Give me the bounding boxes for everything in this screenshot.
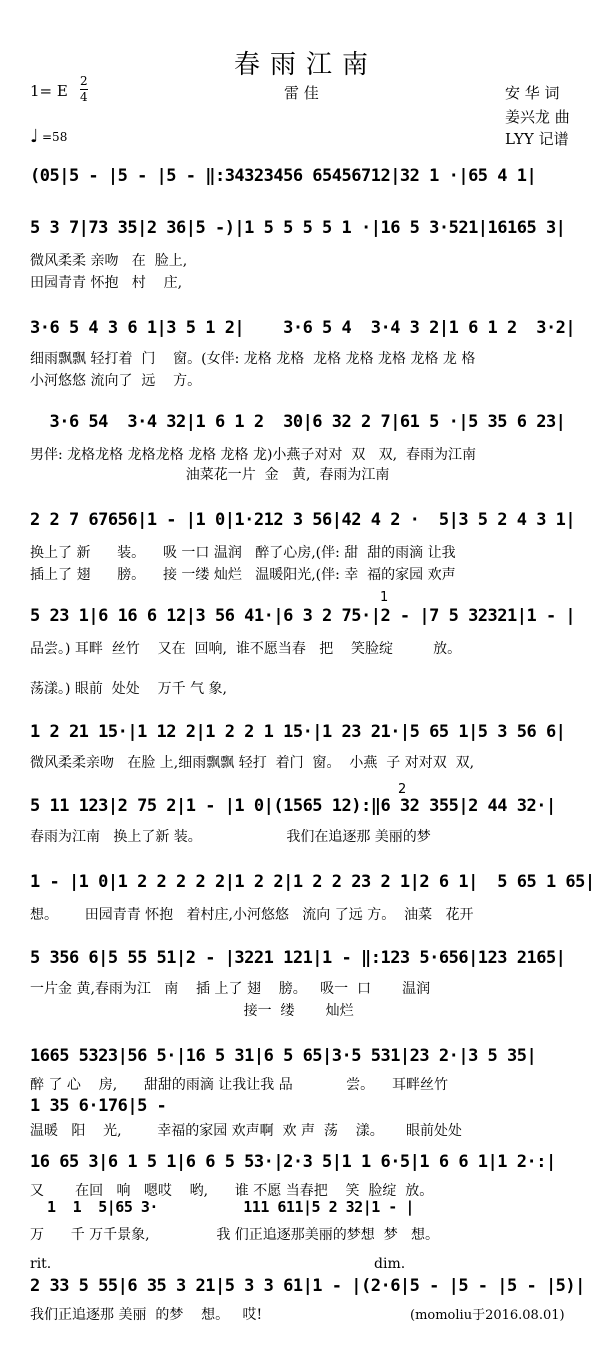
- lyric-line: 田园青青 怀抱 村 庄,: [30, 275, 183, 291]
- notation-row: 5 23 1|6 16 6 12|3 56 41·|6 3 2 75·|2 - |7 5 32321|1 - |: [30, 606, 576, 626]
- rit-mark: rit.: [30, 1256, 52, 1272]
- notation-row: 5 3 7|73 35|2 36|5 -)|1 5 5 5 5 1 ·|16 5 3·521|16165 3|: [30, 218, 566, 238]
- notation-row: 1 35 6·176|5 -: [30, 1096, 167, 1116]
- notation-row: 2 2 7 67656|1 - |1 0|1·212 3 56|42 4 2 · 5|3 5 2 4 3 1|: [30, 510, 576, 530]
- footer-credit: (momoliu于2016.08.01): [410, 1308, 565, 1323]
- notation-row: 1 2 21 15·|1 12 2|1 2 2 1 15·|1 23 21·|5 65 1|5 3 56 6|: [30, 722, 566, 742]
- notation-row: 5 11 123|2 75 2|1 - |1 0|(1565 12):‖6 32 355|2 44 32·|: [30, 796, 556, 816]
- quarter-note-icon: ♩: [30, 126, 39, 147]
- notation-row: (05|5 - |5 - |5 - ‖:34323456 65456712|32 1 ·|65 4 1|: [30, 166, 537, 186]
- notation-row: 2 33 5 55|6 35 3 21|5 3 3 61|1 - |(2·6|5 - |5 - |5 - |5)|: [30, 1276, 585, 1296]
- lyric-line: 接一 缕 灿烂: [30, 1003, 354, 1019]
- lyric-line: 温暖 阳 光, 幸福的家园 欢声啊 欢 声 荡 漾。 眼前处处: [30, 1123, 462, 1139]
- dim-mark: dim.: [374, 1256, 406, 1272]
- lyric-line: 万 千 万千景象, 我 们正追逐那美丽的梦想 梦 想。: [30, 1227, 440, 1243]
- lyric-line: 插上了 翅 膀。 接 一缕 灿烂 温暖阳光,(伴: 幸 福的家园 欢声: [30, 567, 456, 583]
- lyric-line: 细雨飘飘 轻打着 门 窗。(女伴: 龙格 龙格 龙格 龙格 龙格 龙格 龙 格: [30, 351, 476, 367]
- lyric-line: 品尝。) 耳畔 丝竹 又在 回响, 谁不愿当春 把 笑脸绽 放。: [30, 641, 462, 657]
- lyric-line: 醉 了 心 房, 甜甜的雨滴 让我让我 品 尝。 耳畔丝竹: [30, 1077, 448, 1093]
- lyric-line: 微风柔柔亲吻 在脸 上,细雨飘飘 轻打 着门 窗。 小燕 子 对对双 双,: [30, 755, 475, 771]
- lyric-line: 荡漾。) 眼前 处处 万千 气 象,: [30, 681, 227, 697]
- time-signature-top: 2: [80, 74, 88, 88]
- notation-row: 16 65 3|6 1 5 1|6 6 5 53·|2·3 5|1 1 6·5|1 6 6 1|1 2·:|: [30, 1152, 556, 1172]
- notation-row: 1665 5323|56 5·|16 5 31|6 5 65|3·5 531|23 2·|3 5 35|: [30, 1046, 537, 1066]
- key-signature: 1= E: [30, 82, 68, 100]
- tempo-value: =58: [42, 130, 68, 144]
- lyric-line: 想。 田园青青 怀抱 着村庄,小河悠悠 流向 了远 方。 油菜 花开: [30, 907, 474, 923]
- lyric-line: 一片金 黄,春雨为江 南 插 上了 翅 膀。 吸一 口 温润: [30, 981, 431, 997]
- lyric-line: 我们正追逐那 美丽 的梦 想。 哎!: [30, 1307, 263, 1323]
- lyric-line: 微风柔柔 亲吻 在 脸上,: [30, 253, 188, 269]
- lyric-line: 男伴: 龙格龙格 龙格龙格 龙格 龙格 龙)小燕子对对 双 双, 春雨为江南: [30, 447, 477, 463]
- notation-row: 1 1 5|65 3· 111 611|5 2 32|1 - |: [30, 1198, 414, 1216]
- singer: 雷 佳: [284, 84, 319, 102]
- time-signature-bottom: 4: [80, 90, 88, 104]
- lyric-line: 换上了 新 装。 吸 一口 温润 醉了心房,(伴: 甜 甜的雨滴 让我: [30, 545, 456, 561]
- volta-second: 2: [398, 782, 407, 797]
- song-title: 春雨江南: [233, 50, 378, 80]
- notation-row: 5 356 6|5 55 51|2 - |3221 121|1 - ‖:123 5·656|123 2165|: [30, 948, 566, 968]
- lyric-line: 小河悠悠 流向了 远 方。: [30, 373, 202, 389]
- lyricist: 安 华 词: [505, 84, 560, 102]
- composer: 姜兴龙 曲: [505, 108, 570, 126]
- volta-first: 1: [380, 590, 389, 605]
- notation-row: 3·6 54 3·4 32|1 6 1 2 30|6 32 2 7|61 5 ·|5 35 6 23|: [30, 412, 566, 432]
- notation-row: 1 - |1 0|1 2 2 2 2 2|1 2 2|1 2 2 23 2 1|2 6 1| 5 65 1 65|: [30, 872, 595, 892]
- lyric-line: 又 在回 响 嗯哎 哟, 谁 不愿 当春把 笑 脸绽 放。: [30, 1183, 434, 1199]
- transcriber: LYY 记谱: [505, 130, 569, 148]
- notation-row: 3·6 5 4 3 6 1|3 5 1 2| 3·6 5 4 3·4 3 2|1 6 1 2 3·2|: [30, 318, 576, 338]
- lyric-line: 春雨为江南 换上了新 装。 我们在追逐那 美丽的梦: [30, 829, 431, 845]
- lyric-line: 油菜花一片 金 黄, 春雨为江南: [30, 467, 390, 483]
